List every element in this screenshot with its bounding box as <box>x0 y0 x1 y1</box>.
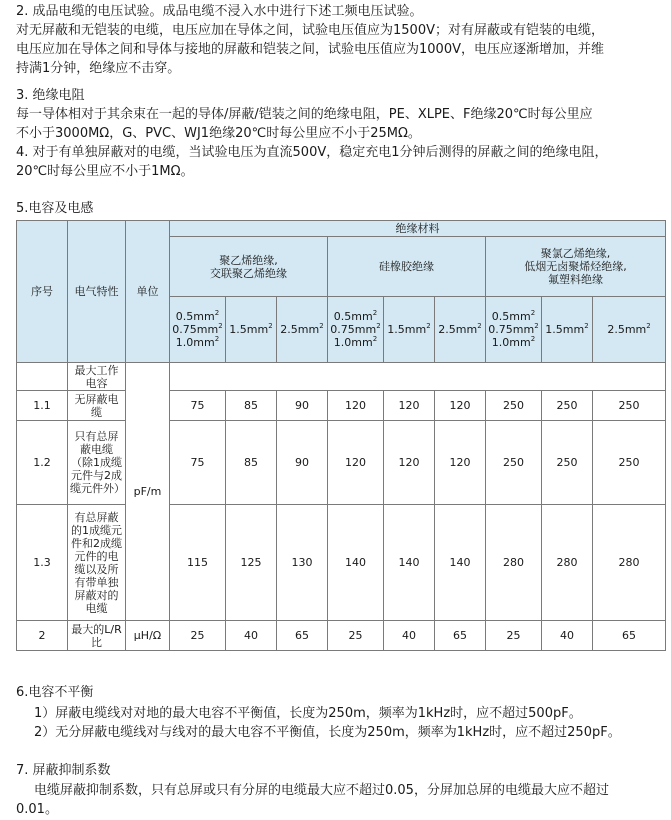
cell-property: 无屏蔽电缆 <box>68 391 126 421</box>
header-size-1-5: $1.5mm^2$ <box>542 297 593 363</box>
cell-seq <box>17 363 68 391</box>
cell-value: 250 <box>593 421 666 505</box>
header-size-small: $0.5mm^2$ $0.75mm^2$ $1.0mm^2$ <box>170 297 226 363</box>
para-voltage-test-line2: 电压应加在导体之间和导体与接地的屏蔽和铠装之间，试验电压值应为1000V，电压应逐渐增加，并维 <box>16 42 604 57</box>
cell-value: 85 <box>226 421 277 505</box>
cell-unit: μH/Ω <box>126 621 170 651</box>
cell-property: 最大的L/R比 <box>68 621 126 651</box>
header-size-2-5: $2.5mm^2$ <box>277 297 328 363</box>
header-unit: 单位 <box>126 221 170 363</box>
table-row <box>17 505 666 621</box>
para-insulation-title: 3. 绝缘电阻 <box>16 88 85 103</box>
header-group-silicone: 硅橡胶绝缘 <box>328 237 486 297</box>
cell-value: 120 <box>328 391 384 421</box>
cell-value: 120 <box>435 391 486 421</box>
table-row <box>17 421 666 505</box>
cell-value: 280 <box>542 505 593 621</box>
cell-value: 140 <box>384 505 435 621</box>
para-voltage-test-line1: 对无屏蔽和无铠装的电缆，电压应加在导体之间，试验电压值应为1500V；对有屏蔽或有铠装的电缆， <box>16 23 604 38</box>
para-voltage-test-line3: 持满1分钟，绝缘应不击穿。 <box>16 61 181 76</box>
para-shield-suppression-line1: 电缆屏蔽抑制系数，只有总屏或只有分屏的电缆最大应不超过0.05，分屏加总屏的电缆最大应不超过 <box>34 783 609 798</box>
cell-seq: 2 <box>17 621 68 651</box>
cell-unit-pf: pF/m <box>126 363 170 621</box>
cell-value: 120 <box>384 391 435 421</box>
para-unbalance-item2: 2）无分屏蔽电缆线对与线对的最大电容不平衡值，长度为250m，频率为1kHz时，应不超过250pF。 <box>34 725 621 740</box>
para-shield-pair-line2: 20℃时每公里应不小于1MΩ。 <box>16 164 194 179</box>
header-property: 电气特性 <box>68 221 126 363</box>
cell-value: 40 <box>226 621 277 651</box>
cell-value: 65 <box>435 621 486 651</box>
cell-property: 有总屏蔽的1成缆元件和2成缆元件的电缆以及所有带单独屏蔽对的电缆 <box>68 505 126 621</box>
cell-value: 250 <box>593 391 666 421</box>
para-shield-pair-line1: 4. 对于有单独屏蔽对的电缆，当试验电压为直流500V，稳定充电1分钟后测得的屏蔽之间的绝缘电阻， <box>16 145 608 160</box>
para-shield-suppression-line2: 0.01。 <box>16 802 58 817</box>
cell-value: 75 <box>170 391 226 421</box>
header-insulation-material: 绝缘材料 <box>170 221 666 237</box>
header-size-small: $0.5mm^2$ $0.75mm^2$ $1.0mm^2$ <box>328 297 384 363</box>
header-size-1-5: $1.5mm^2$ <box>384 297 435 363</box>
cell-value: 25 <box>486 621 542 651</box>
header-size-small: $0.5mm^2$ $0.75mm^2$ $1.0mm^2$ <box>486 297 542 363</box>
cell-value: 120 <box>328 421 384 505</box>
table-row <box>17 621 666 651</box>
header-size-2-5: $2.5mm^2$ <box>435 297 486 363</box>
cell-property: 最大工作电容 <box>68 363 126 391</box>
cell-value: 40 <box>542 621 593 651</box>
cell-value: 90 <box>277 391 328 421</box>
header-group-pe: 聚乙烯绝缘, 交联聚乙烯绝缘 <box>170 237 328 297</box>
cell-value: 250 <box>542 391 593 421</box>
para-unbalance-item1: 1）屏蔽电缆线对对地的最大电容不平衡值，长度为250m，频率为1kHz时，应不超过500pF。 <box>34 706 582 721</box>
cell-value: 85 <box>226 391 277 421</box>
header-size-1-5: $1.5mm^2$ <box>226 297 277 363</box>
cell-empty <box>170 363 666 391</box>
section-capacitance-unbalance-title: 6.电容不平衡 <box>16 685 94 700</box>
table-row <box>17 391 666 421</box>
cell-value: 120 <box>384 421 435 505</box>
header-seq: 序号 <box>17 221 68 363</box>
para-insulation-line1: 每一导体相对于其余束在一起的导体/屏蔽/铠装之间的绝缘电阻，PE、XLPE、F绝缘20℃时每公里应 <box>16 107 593 122</box>
section-capacitance-title: 5.电容及电感 <box>16 201 94 216</box>
cell-value: 280 <box>593 505 666 621</box>
cell-value: 130 <box>277 505 328 621</box>
cell-seq: 1.2 <box>17 421 68 505</box>
header-group-pvc: 聚氯乙烯绝缘, 低烟无卤聚烯烃绝缘, 氟塑料绝缘 <box>486 237 666 297</box>
cell-value: 90 <box>277 421 328 505</box>
section-shield-suppression-title: 7. 屏蔽抑制系数 <box>16 763 111 778</box>
cell-value: 250 <box>542 421 593 505</box>
cell-value: 250 <box>486 421 542 505</box>
cell-value: 40 <box>384 621 435 651</box>
cell-value: 25 <box>170 621 226 651</box>
cell-value: 115 <box>170 505 226 621</box>
cell-value: 25 <box>328 621 384 651</box>
cell-seq: 1.1 <box>17 391 68 421</box>
capacitance-table <box>16 220 666 651</box>
para-insulation-line2: 不小于3000MΩ，G、PVC、WJ1绝缘20℃时每公里应不小于25MΩ。 <box>16 126 421 141</box>
cell-value: 140 <box>435 505 486 621</box>
cell-value: 120 <box>435 421 486 505</box>
cell-value: 140 <box>328 505 384 621</box>
cell-value: 65 <box>277 621 328 651</box>
cell-value: 65 <box>593 621 666 651</box>
cell-property: 只有总屏蔽电缆（除1成缆元件与2成缆元件外） <box>68 421 126 505</box>
cell-value: 75 <box>170 421 226 505</box>
cell-value: 280 <box>486 505 542 621</box>
header-size-2-5: $2.5mm^2$ <box>593 297 666 363</box>
para-voltage-test-title: 2. 成品电缆的电压试验。成品电缆不浸入水中进行下述工频电压试验。 <box>16 4 423 19</box>
cell-value: 250 <box>486 391 542 421</box>
cell-seq: 1.3 <box>17 505 68 621</box>
cell-value: 125 <box>226 505 277 621</box>
table-row <box>17 363 666 391</box>
